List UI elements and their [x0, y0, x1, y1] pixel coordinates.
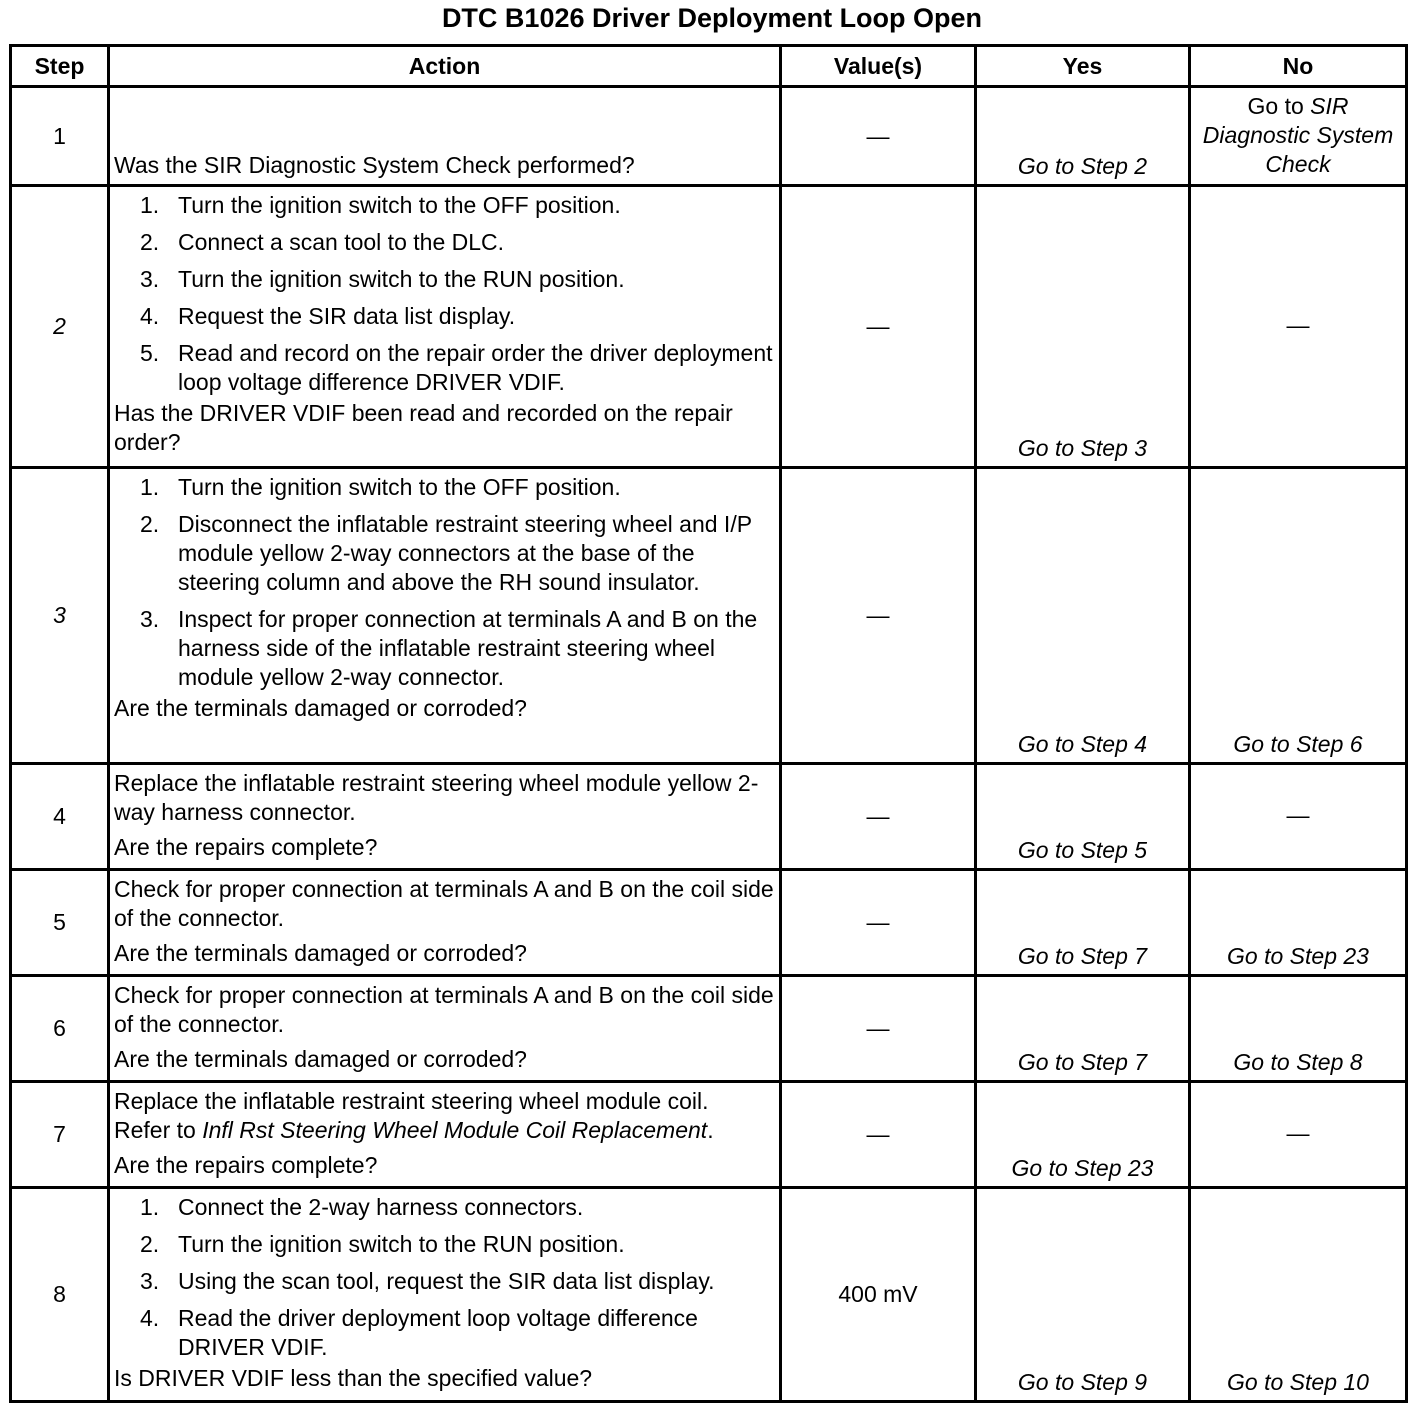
action-cell — [109, 87, 781, 186]
table-row — [11, 1082, 1407, 1188]
no-prefix: Go to — [1247, 93, 1304, 119]
header-no: No — [1190, 46, 1407, 87]
value-cell: — — [781, 764, 976, 870]
action-list — [114, 1193, 775, 1362]
question-text: Is DRIVER VDIF less than the specified value? — [114, 1365, 593, 1391]
table-row — [11, 186, 1407, 468]
table-row — [11, 870, 1407, 976]
list-item: 1. Turn the ignition switch to the OFF position. — [140, 474, 621, 500]
list-item: 2. Turn the ignition switch to the RUN position. — [140, 1231, 625, 1257]
header-value: Value(s) — [781, 46, 976, 87]
step-number: 7 — [11, 1082, 109, 1188]
question-text: Are the repairs complete? — [114, 1152, 378, 1178]
list-item: 1. Turn the ignition switch to the OFF position. — [140, 192, 621, 218]
step-number: 6 — [11, 976, 109, 1082]
step-number: 2 — [11, 186, 109, 468]
yes-link[interactable]: Go to Step 5 — [976, 764, 1190, 870]
no-link[interactable]: Go to Step 6 — [1190, 468, 1407, 764]
action-list — [114, 191, 775, 397]
action-cell — [109, 468, 781, 764]
action-cell — [109, 870, 781, 976]
header-row — [11, 46, 1407, 87]
action-text: Check for proper connection at terminals A and B on the coil side of the connector. — [114, 876, 774, 931]
step-number: 1 — [11, 87, 109, 186]
list-item: 4. Read the driver deployment loop voltage difference DRIVER VDIF. — [140, 1305, 698, 1360]
reference-prefix: Refer to — [114, 1117, 196, 1143]
no-target: SIR Diagnostic System Check — [1202, 93, 1394, 177]
list-item: 2. Connect a scan tool to the DLC. — [140, 229, 505, 255]
action-cell — [109, 186, 781, 468]
list-item: 5. Read and record on the repair order the driver deployment loop voltage difference DRIVER VDIF. — [140, 340, 773, 395]
reference-suffix: . — [707, 1117, 714, 1143]
step-number: 4 — [11, 764, 109, 870]
list-item: 2. Disconnect the inflatable restraint steering wheel and I/P module yellow 2-way connectors at the base of the steering column and above the RH sound insulator. — [140, 511, 752, 595]
table-row — [11, 468, 1407, 764]
yes-link[interactable]: Go to Step 7 — [976, 976, 1190, 1082]
step-number: 8 — [11, 1188, 109, 1402]
action-cell — [109, 1188, 781, 1402]
value-cell: — — [781, 87, 976, 186]
page-title: DTC B1026 Driver Deployment Loop Open — [441, 3, 983, 33]
yes-link[interactable]: Go to Step 9 — [976, 1188, 1190, 1402]
table-row — [11, 764, 1407, 870]
table-row — [11, 87, 1407, 186]
value-cell: — — [781, 1082, 976, 1188]
yes-link[interactable]: Go to Step 2 — [976, 87, 1190, 186]
list-item: 3. Turn the ignition switch to the RUN position. — [140, 266, 625, 292]
no-link[interactable]: Go to Step 8 — [1190, 976, 1407, 1082]
no-link[interactable] — [1190, 87, 1407, 186]
value-cell: 400 mV — [781, 1188, 976, 1402]
value-cell: — — [781, 468, 976, 764]
reference-link[interactable]: Infl Rst Steering Wheel Module Coil Replacement — [202, 1117, 708, 1143]
no-link[interactable]: Go to Step 23 — [1190, 870, 1407, 976]
list-item: 3. Using the scan tool, request the SIR data list display. — [140, 1268, 715, 1294]
action-text: Replace the inflatable restraint steering wheel module coil. — [114, 1088, 709, 1114]
header-action: Action — [109, 46, 781, 87]
header-yes: Yes — [976, 46, 1190, 87]
reference-text — [114, 1116, 775, 1145]
table-row — [11, 976, 1407, 1082]
value-cell: — — [781, 186, 976, 468]
action-cell — [109, 1082, 781, 1188]
no-value: — — [1190, 186, 1407, 468]
question-text: Was the SIR Diagnostic System Check performed? — [114, 152, 635, 178]
header-step: Step — [11, 46, 109, 87]
value-cell: — — [781, 976, 976, 1082]
no-value: — — [1190, 764, 1407, 870]
action-text: Check for proper connection at terminals A and B on the coil side of the connector. — [114, 982, 774, 1037]
question-text: Are the repairs complete? — [114, 834, 378, 860]
yes-link[interactable]: Go to Step 3 — [976, 186, 1190, 468]
step-number: 3 — [11, 468, 109, 764]
yes-link[interactable]: Go to Step 7 — [976, 870, 1190, 976]
yes-link[interactable]: Go to Step 4 — [976, 468, 1190, 764]
action-cell — [109, 976, 781, 1082]
list-item: 1. Connect the 2-way harness connectors. — [140, 1194, 584, 1220]
question-text: Are the terminals damaged or corroded? — [114, 1046, 527, 1072]
list-item: 4. Request the SIR data list display. — [140, 303, 516, 329]
diagnostic-table — [9, 44, 1408, 1403]
value-cell: — — [781, 870, 976, 976]
question-text: Are the terminals damaged or corroded? — [114, 695, 527, 721]
list-item: 3. Inspect for proper connection at terminals A and B on the harness side of the inflatable restraint steering wheel module yellow 2-way connector. — [140, 606, 758, 690]
no-value: — — [1190, 1082, 1407, 1188]
action-list — [114, 473, 775, 692]
table-row — [11, 1188, 1407, 1402]
question-text: Are the terminals damaged or corroded? — [114, 940, 527, 966]
action-text: Replace the inflatable restraint steering wheel module yellow 2-way harness connector. — [114, 770, 759, 825]
no-link[interactable]: Go to Step 10 — [1190, 1188, 1407, 1402]
yes-link[interactable]: Go to Step 23 — [976, 1082, 1190, 1188]
step-number: 5 — [11, 870, 109, 976]
action-cell — [109, 764, 781, 870]
question-text: Has the DRIVER VDIF been read and recorded on the repair order? — [114, 400, 733, 455]
